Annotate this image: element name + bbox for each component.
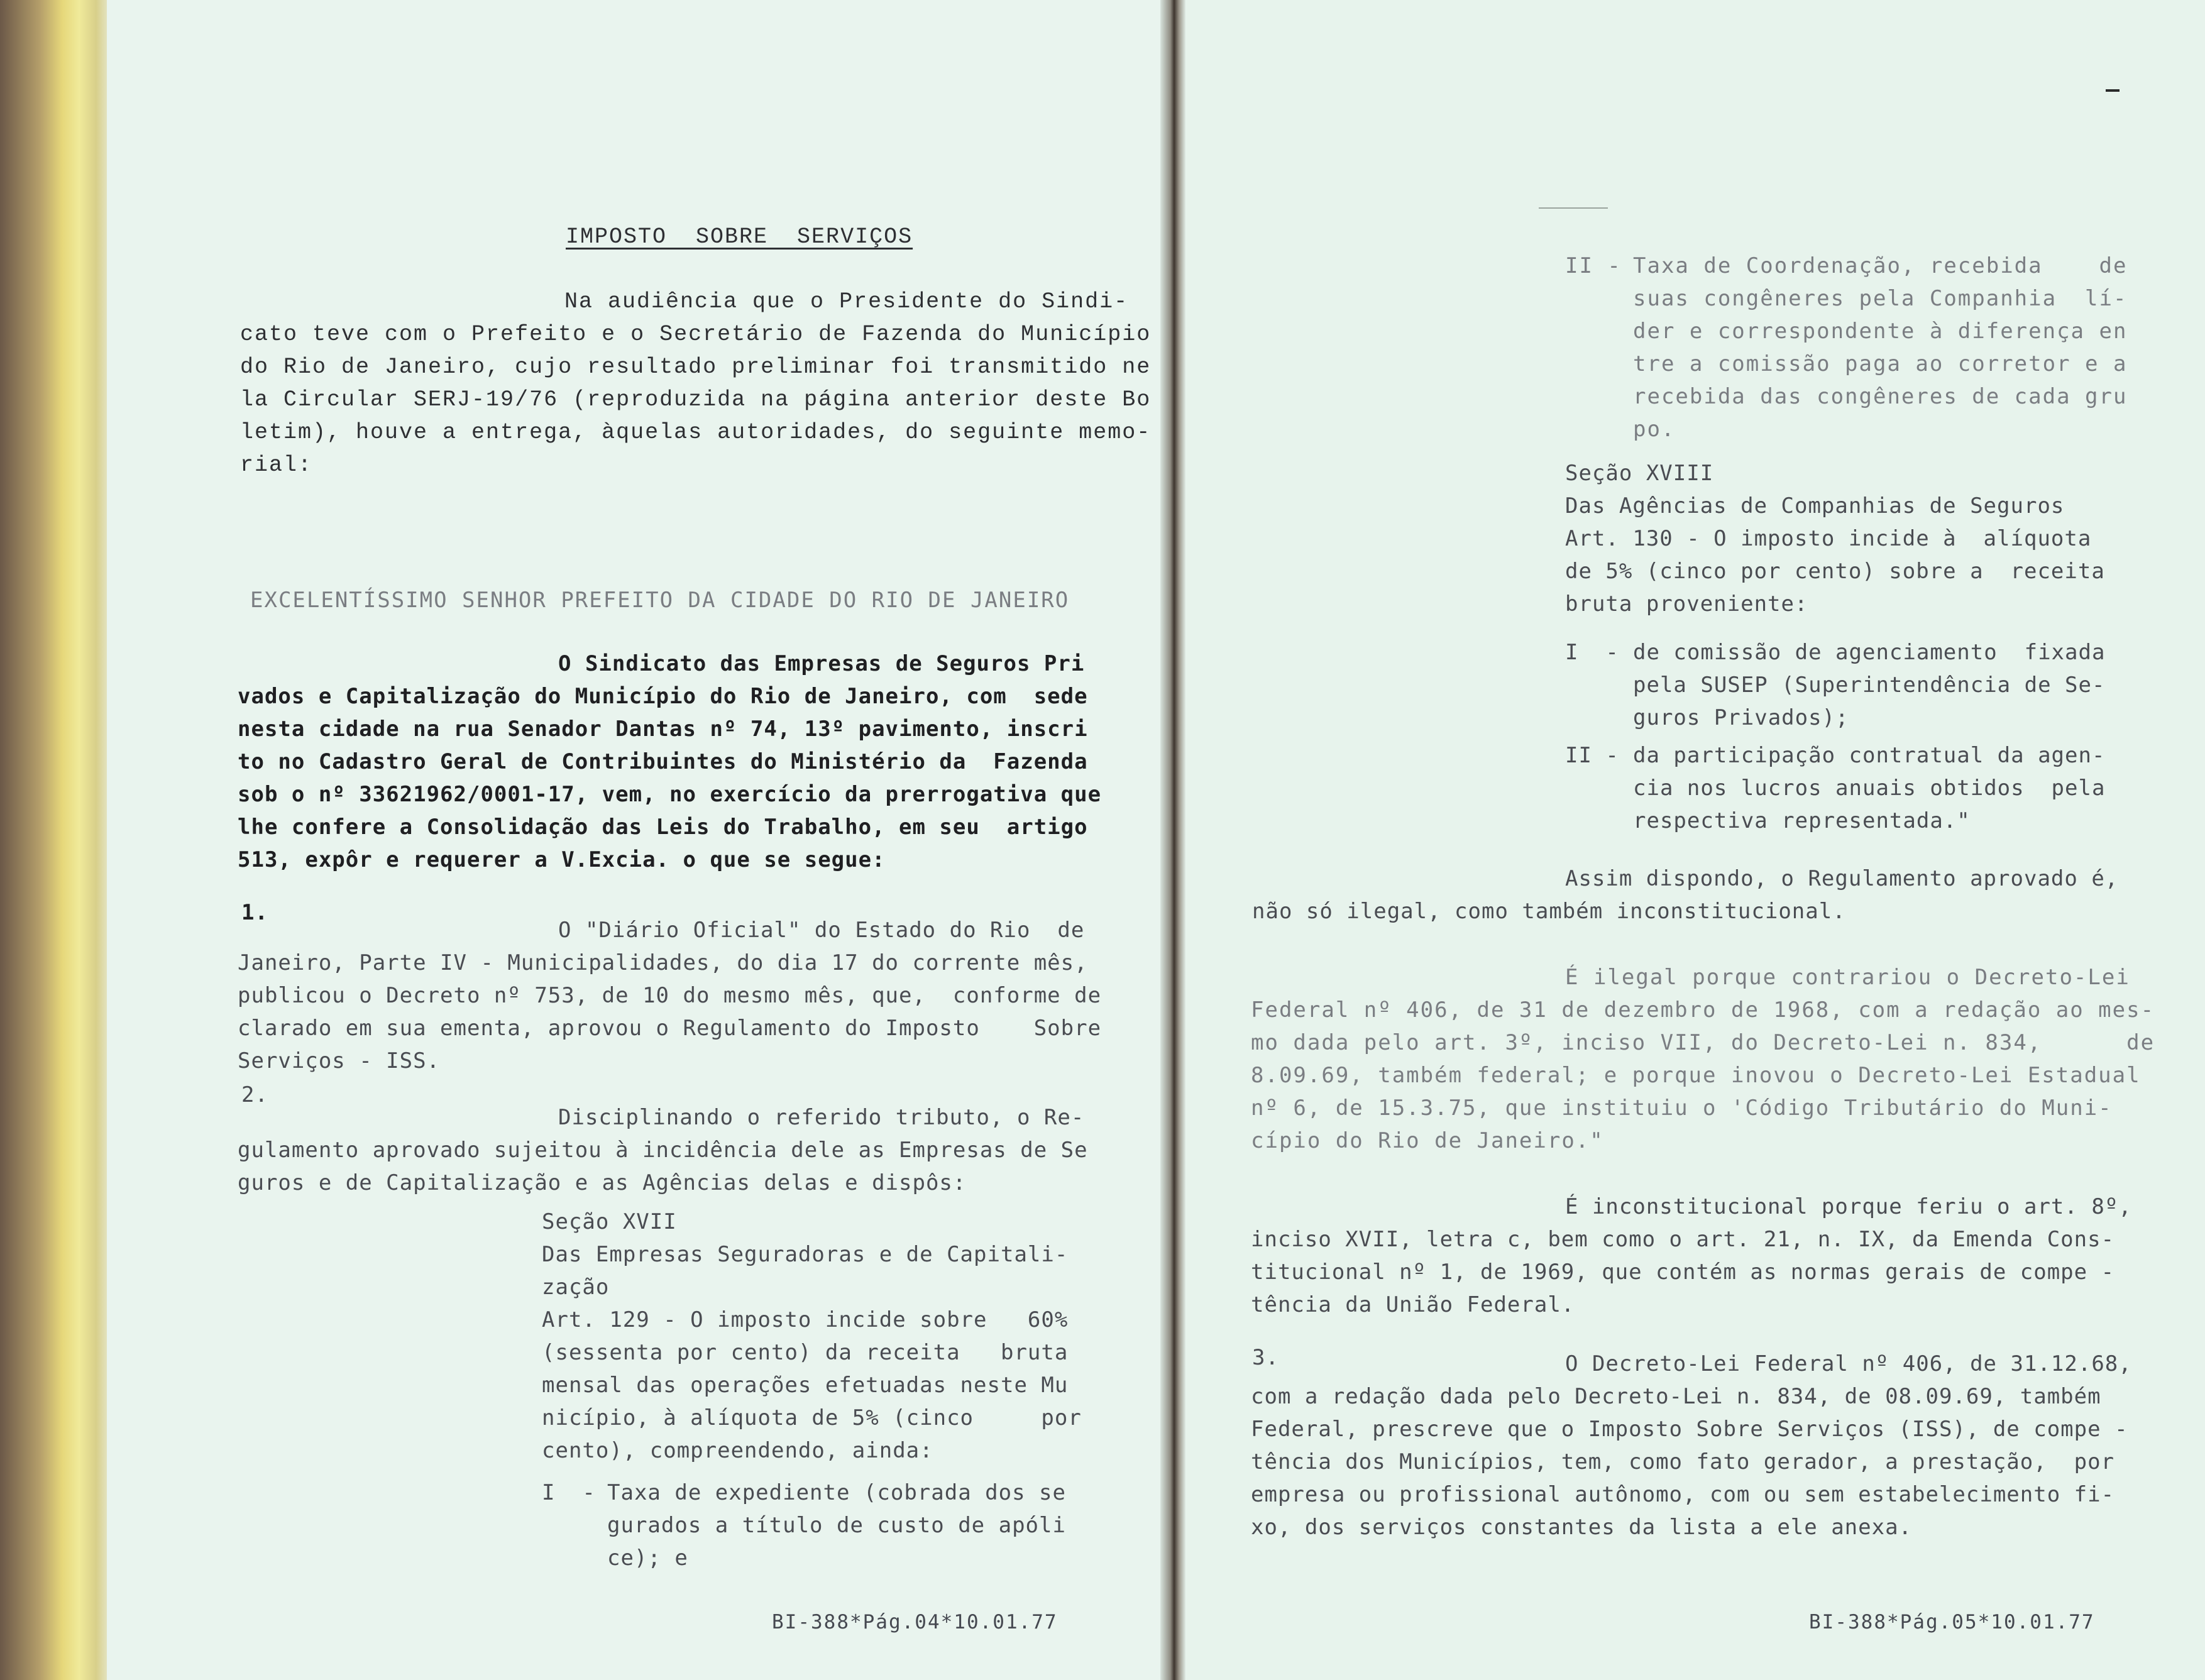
page-footer: BI-388*Pág.04*10.01.77	[772, 1611, 1058, 1633]
incisoII-line: respectiva representada."	[1633, 808, 1971, 833]
item2-line: guros e de Capitalização e as Agências delas e dispôs:	[238, 1170, 967, 1195]
section-line: Seção XVII	[542, 1209, 677, 1234]
inciso-line: gurados a título de custo de apóli	[607, 1513, 1066, 1538]
petition-line: 513, expôr e requerer a V.Excia. o que se segue:	[238, 847, 886, 872]
incisoI-line: pela SUSEP (Superintendência de Se-	[1633, 673, 2106, 698]
section-line: bruta proveniente:	[1565, 591, 1808, 617]
inciso-label: I -	[542, 1480, 596, 1505]
paragraph-line: Assim dispondo, o Regulamento aprovado é,	[1565, 866, 2119, 891]
salutation: EXCELENTÍSSIMO SENHOR PREFEITO DA CIDADE DO RIO DE JANEIRO	[250, 588, 1070, 613]
item3-line: xo, dos serviços constantes da lista a ele anexa.	[1251, 1515, 1913, 1540]
item3-line: empresa ou profissional autônomo, com ou sem estabelecimento fi-	[1251, 1482, 2115, 1507]
intro-line: cato teve com o Prefeito e o Secretário de Fazenda do Município	[240, 322, 1152, 347]
inciso-label: II -	[1565, 743, 1619, 768]
scan-mark	[2106, 89, 2120, 92]
paragraph-line: titucional nº 1, de 1969, que contém as normas gerais de compe -	[1251, 1260, 2115, 1285]
petition-line: vados e Capitalização do Município do Rio de Janeiro, com sede	[238, 684, 1088, 709]
item-number: 2.	[241, 1082, 268, 1107]
inciso2-line: der e correspondente à diferença en	[1633, 319, 2128, 344]
page-title: IMPOSTO SOBRE SERVIÇOS	[566, 224, 913, 250]
section-line: Art. 129 - O imposto incide sobre 60%	[542, 1307, 1069, 1332]
intro-line: letim), houve a entrega, àquelas autoridades, do seguinte memo-	[240, 420, 1152, 445]
item-number: 3.	[1252, 1345, 1279, 1370]
petition-line: O Sindicato das Empresas de Seguros Pri	[558, 651, 1085, 676]
paragraph-line: inciso XVII, letra c, bem como o art. 21, n. IX, da Emenda Cons-	[1251, 1227, 2115, 1252]
item3-line: com a redação dada pelo Decreto-Lei n. 834, de 08.09.69, também	[1251, 1384, 2101, 1409]
item2-line: Disciplinando o referido tributo, o Re-	[558, 1105, 1085, 1130]
inciso-label: I -	[1565, 640, 1619, 665]
item1-line: Janeiro, Parte IV - Municipalidades, do dia 17 do corrente mês,	[238, 950, 1088, 975]
paragraph-line: cípio do Rio de Janeiro."	[1251, 1128, 1604, 1153]
item3-line: tência dos Municípios, tem, como fato gerador, a prestação, por	[1251, 1449, 2115, 1474]
incisoI-line: de comissão de agenciamento fixada	[1633, 640, 2106, 665]
item3-line: O Decreto-Lei Federal nº 406, de 31.12.68,	[1565, 1351, 2132, 1376]
inciso2-line: recebida das congêneres de cada gru	[1633, 384, 2128, 409]
scan-mark	[1539, 207, 1608, 209]
intro-line: rial:	[240, 453, 313, 478]
section-line: Art. 130 - O imposto incide à alíquota	[1565, 526, 2092, 551]
inciso-line: ce); e	[607, 1545, 688, 1571]
intro-line: Na audiência que o Presidente do Sindi-	[564, 289, 1129, 314]
inciso-line: Taxa de expediente (cobrada dos se	[607, 1480, 1066, 1505]
paragraph-line: nº 6, de 15.3.75, que instituiu o 'Código Tributário do Muni-	[1251, 1095, 2113, 1121]
inciso2-line: suas congêneres pela Companhia lí-	[1633, 286, 2128, 311]
section-line: Seção XVIII	[1565, 461, 1714, 486]
item1-line: Serviços - ISS.	[238, 1048, 441, 1073]
item3-line: Federal, prescreve que o Imposto Sobre Serviços (ISS), de compe -	[1251, 1417, 2128, 1442]
section-line: Das Empresas Seguradoras e de Capitali-	[542, 1242, 1069, 1267]
section-line: Das Agências de Companhias de Seguros	[1565, 493, 2065, 519]
item-number: 1.	[241, 900, 268, 925]
intro-line: la Circular SERJ-19/76 (reproduzida na página anterior deste Bo	[240, 387, 1152, 412]
paragraph-line: 8.09.69, também federal; e porque inovou o Decreto-Lei Estadual	[1251, 1063, 2141, 1088]
section-line: nicípio, à alíquota de 5% (cinco por	[542, 1405, 1082, 1430]
incisoII-line: da participação contratual da agen-	[1633, 743, 2106, 768]
paragraph-line: mo dada pelo art. 3º, inciso VII, do Decreto-Lei n. 834, de	[1251, 1030, 2155, 1055]
inciso2-line: tre a comissão paga ao corretor e a	[1633, 351, 2128, 376]
section-line: (sessenta por cento) da receita bruta	[542, 1340, 1069, 1365]
item1-line: O "Diário Oficial" do Estado do Rio de	[558, 918, 1085, 943]
paragraph-line: tência da União Federal.	[1251, 1292, 1575, 1317]
inciso-label: II -	[1565, 253, 1622, 278]
petition-line: sob o nº 33621962/0001-17, vem, no exercício da prerrogativa que	[238, 782, 1102, 807]
petition-line: nesta cidade na rua Senador Dantas nº 74, 13º pavimento, inscri	[238, 716, 1088, 742]
paragraph-line: É inconstitucional porque feriu o art. 8º,	[1565, 1194, 2132, 1219]
item1-line: publicou o Decreto nº 753, de 10 do mesmo mês, que, conforme de	[238, 983, 1102, 1008]
section-line: mensal das operações efetuadas neste Mu	[542, 1373, 1069, 1398]
paragraph-line: É ilegal porque contrariou o Decreto-Lei	[1565, 965, 2130, 990]
intro-line: do Rio de Janeiro, cujo resultado preliminar foi transmitido ne	[240, 354, 1152, 380]
petition-line: to no Cadastro Geral de Contribuintes do Ministério da Fazenda	[238, 749, 1088, 774]
item2-line: gulamento aprovado sujeitou à incidência dele as Empresas de Se	[238, 1138, 1088, 1163]
book-edge	[0, 0, 113, 1680]
book-gutter	[1160, 0, 1185, 1680]
section-line: zação	[542, 1275, 610, 1300]
incisoII-line: cia nos lucros anuais obtidos pela	[1633, 776, 2106, 801]
page-footer: BI-388*Pág.05*10.01.77	[1809, 1611, 2095, 1633]
item1-line: clarado em sua ementa, aprovou o Regulamento do Imposto Sobre	[238, 1016, 1102, 1041]
inciso2-line: po.	[1633, 417, 1676, 442]
inciso2-line: Taxa de Coordenação, recebida de	[1633, 253, 2128, 278]
petition-line: lhe confere a Consolidação das Leis do Trabalho, em seu artigo	[238, 815, 1088, 840]
paragraph-line: Federal nº 406, de 31 de dezembro de 1968, com a redação ao mes-	[1251, 997, 2155, 1023]
incisoI-line: guros Privados);	[1633, 705, 1849, 730]
section-line: cento), compreendendo, ainda:	[542, 1438, 933, 1463]
section-line: de 5% (cinco por cento) sobre a receita	[1565, 559, 2105, 584]
paragraph-line: não só ilegal, como também inconstitucional.	[1252, 899, 1846, 924]
